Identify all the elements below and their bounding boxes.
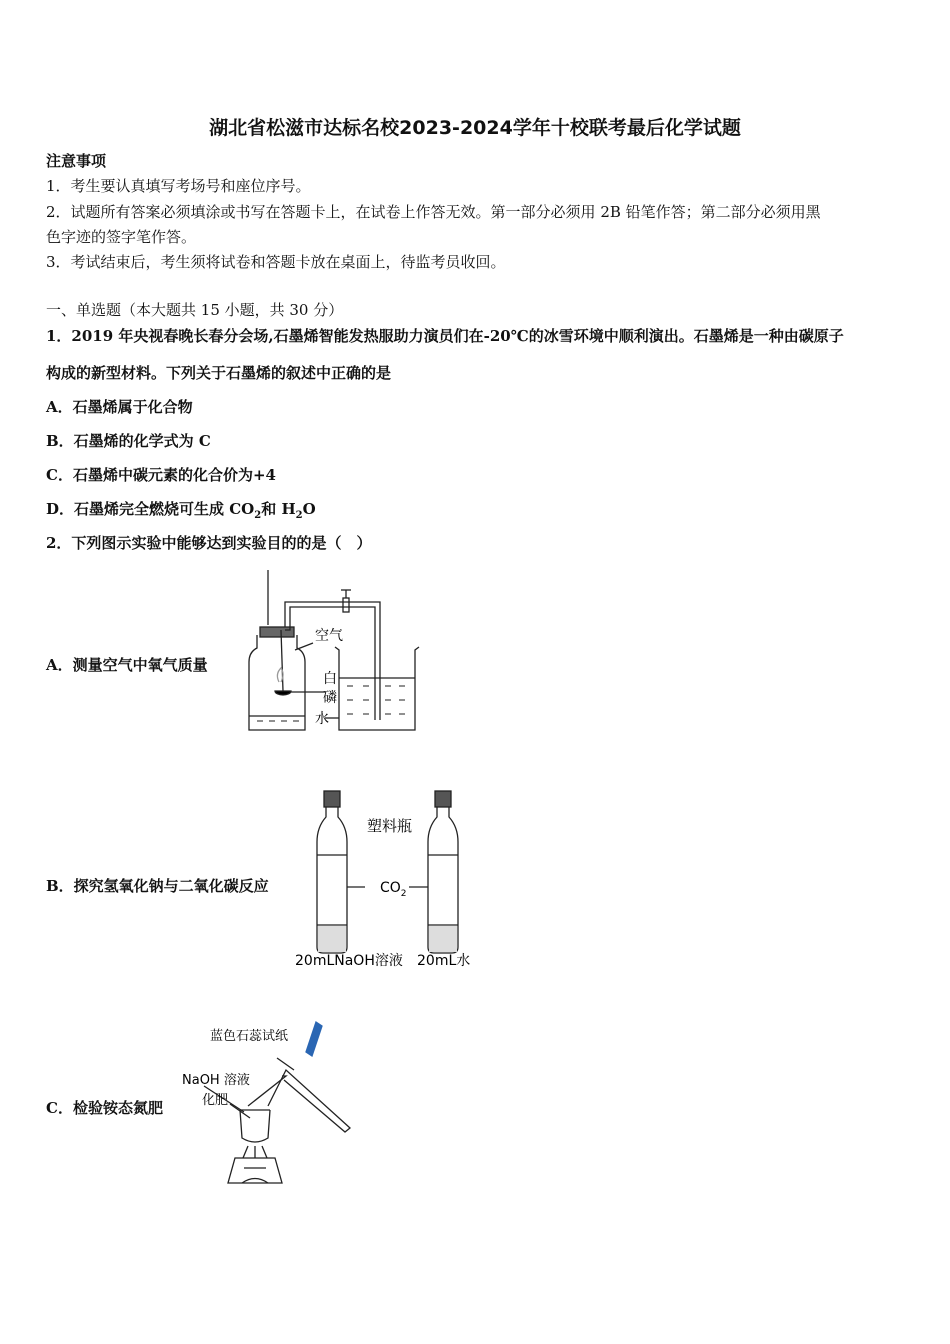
- q2-stem: 2．下列图示实验中能够达到实验目的的是（ ）: [46, 534, 372, 552]
- q1-option-c: C．石墨烯中碳元素的化合价为+4: [46, 466, 276, 484]
- figure-b-bottles: [295, 787, 485, 972]
- figure-a-label-water: 水: [315, 711, 329, 727]
- notice-item: 3．考试结束后，考生须将试卷和答题卡放在桌面上，待监考员收回。: [46, 253, 506, 271]
- notice-item: 2．试题所有答案必须填涂或书写在答题卡上，在试卷上作答无效。第一部分必须用 2B 铅笔作答；第二部分必须用黑: [46, 203, 821, 221]
- q1-option-d: D．石墨烯完全燃烧可生成 $CO_2$和 $H_2O$: [46, 500, 316, 521]
- figure-b-label-water: 20mL水: [417, 953, 471, 969]
- figure-c-apparatus: [180, 1018, 360, 1193]
- figure-c-label-naoh: NaOH 溶液: [182, 1073, 250, 1088]
- q2-option-a: A．测量空气中氧气质量: [46, 656, 208, 674]
- figure-a-label-white: 白: [323, 671, 337, 687]
- figure-b-label-bottle: 塑料瓶: [367, 817, 413, 835]
- figure-a-label-air: 空气: [315, 628, 343, 644]
- figure-c-label-fertilizer: 化肥: [202, 1093, 229, 1108]
- section-heading: 一、单选题（本大题共 15 小题，共 30 分）: [46, 301, 344, 319]
- q1-option-a: A．石墨烯属于化合物: [46, 398, 193, 416]
- q2-option-b: B．探究氢氧化钠与二氧化碳反应: [46, 877, 269, 895]
- figure-a-label-phosphorus: 磷: [323, 690, 337, 706]
- page-title: 湖北省松滋市达标名校2023-2024学年十校联考最后化学试题: [209, 117, 741, 139]
- figure-a-apparatus: [235, 570, 425, 735]
- q1-stem-line2: 构成的新型材料。下列关于石墨烯的叙述中正确的是: [46, 364, 392, 382]
- notice-heading: 注意事项: [46, 152, 107, 170]
- notice-item: 色字迹的签字笔作答。: [46, 228, 197, 246]
- q1-option-b: B．石墨烯的化学式为 C: [46, 432, 211, 450]
- notice-item: 1．考生要认真填写考场号和座位序号。: [46, 177, 311, 195]
- q1-stem-line1: 1．2019 年央视春晚长春分会场,石墨烯智能发热服助力演员们在-20℃的冰雪环境中顺利演出。石墨烯是一种由碳原子: [46, 327, 844, 345]
- figure-b-label-co2: $CO_2$: [380, 880, 407, 899]
- figure-b-label-naoh: 20mLNaOH溶液: [295, 953, 403, 969]
- q2-option-c: C．检验铵态氮肥: [46, 1099, 163, 1117]
- figure-c-label-paper: 蓝色石蕊试纸: [210, 1029, 289, 1044]
